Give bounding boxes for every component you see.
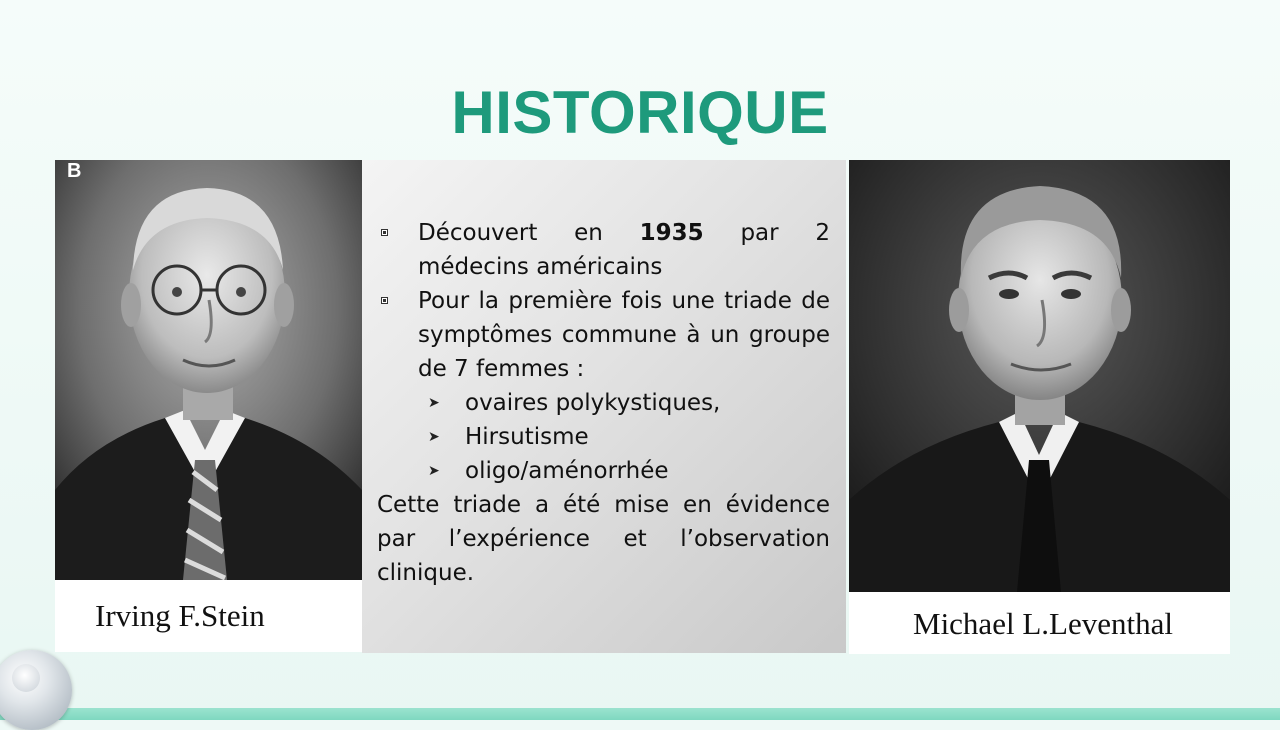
- symptom-item: [377, 420, 830, 454]
- text-body: [377, 216, 830, 590]
- arrow-right-icon: ➤: [428, 463, 440, 479]
- portrait-left: [55, 160, 362, 652]
- bottom-band: [0, 708, 1280, 720]
- symptom-label: ovaires polykystiques,: [465, 390, 721, 416]
- portrait-left-caption: Irving F.Stein: [95, 598, 265, 633]
- arrow-right-icon: ➤: [428, 395, 440, 411]
- bullet-triad: [377, 284, 830, 386]
- symptom-label: Hirsutisme: [465, 424, 589, 450]
- symptom-label: oligo/aménorrhée: [465, 458, 669, 484]
- text-panel: [362, 160, 846, 653]
- portrait-right-caption: Michael L.Leventhal: [913, 606, 1173, 641]
- portrait-left-image: [55, 160, 362, 652]
- slide-title: HISTORIQUE: [451, 79, 829, 146]
- symptom-item: [377, 386, 830, 420]
- square-bullet-icon: [381, 297, 388, 304]
- bullet-triad-text: Pour la première fois une triade de symptômes commune à un groupe de 7 femmes :: [418, 288, 830, 382]
- bullet-discovery-prefix: Découvert en: [418, 220, 640, 246]
- bullet-discovery-year: 1935: [639, 220, 704, 246]
- arrow-right-icon: ➤: [428, 429, 440, 445]
- figure-corner-label: B: [67, 160, 82, 182]
- conclusion-paragraph: Cette triade a été mise en évidence par l’expérience et l’observation clinique.: [377, 492, 830, 586]
- bullet-discovery-suffix: par 2 médecins américains: [418, 220, 830, 280]
- portrait-right: [849, 160, 1230, 654]
- square-bullet-icon: [381, 229, 388, 236]
- symptom-item: [377, 454, 830, 488]
- bullet-discovery: [377, 216, 830, 284]
- portrait-right-image: [849, 160, 1230, 654]
